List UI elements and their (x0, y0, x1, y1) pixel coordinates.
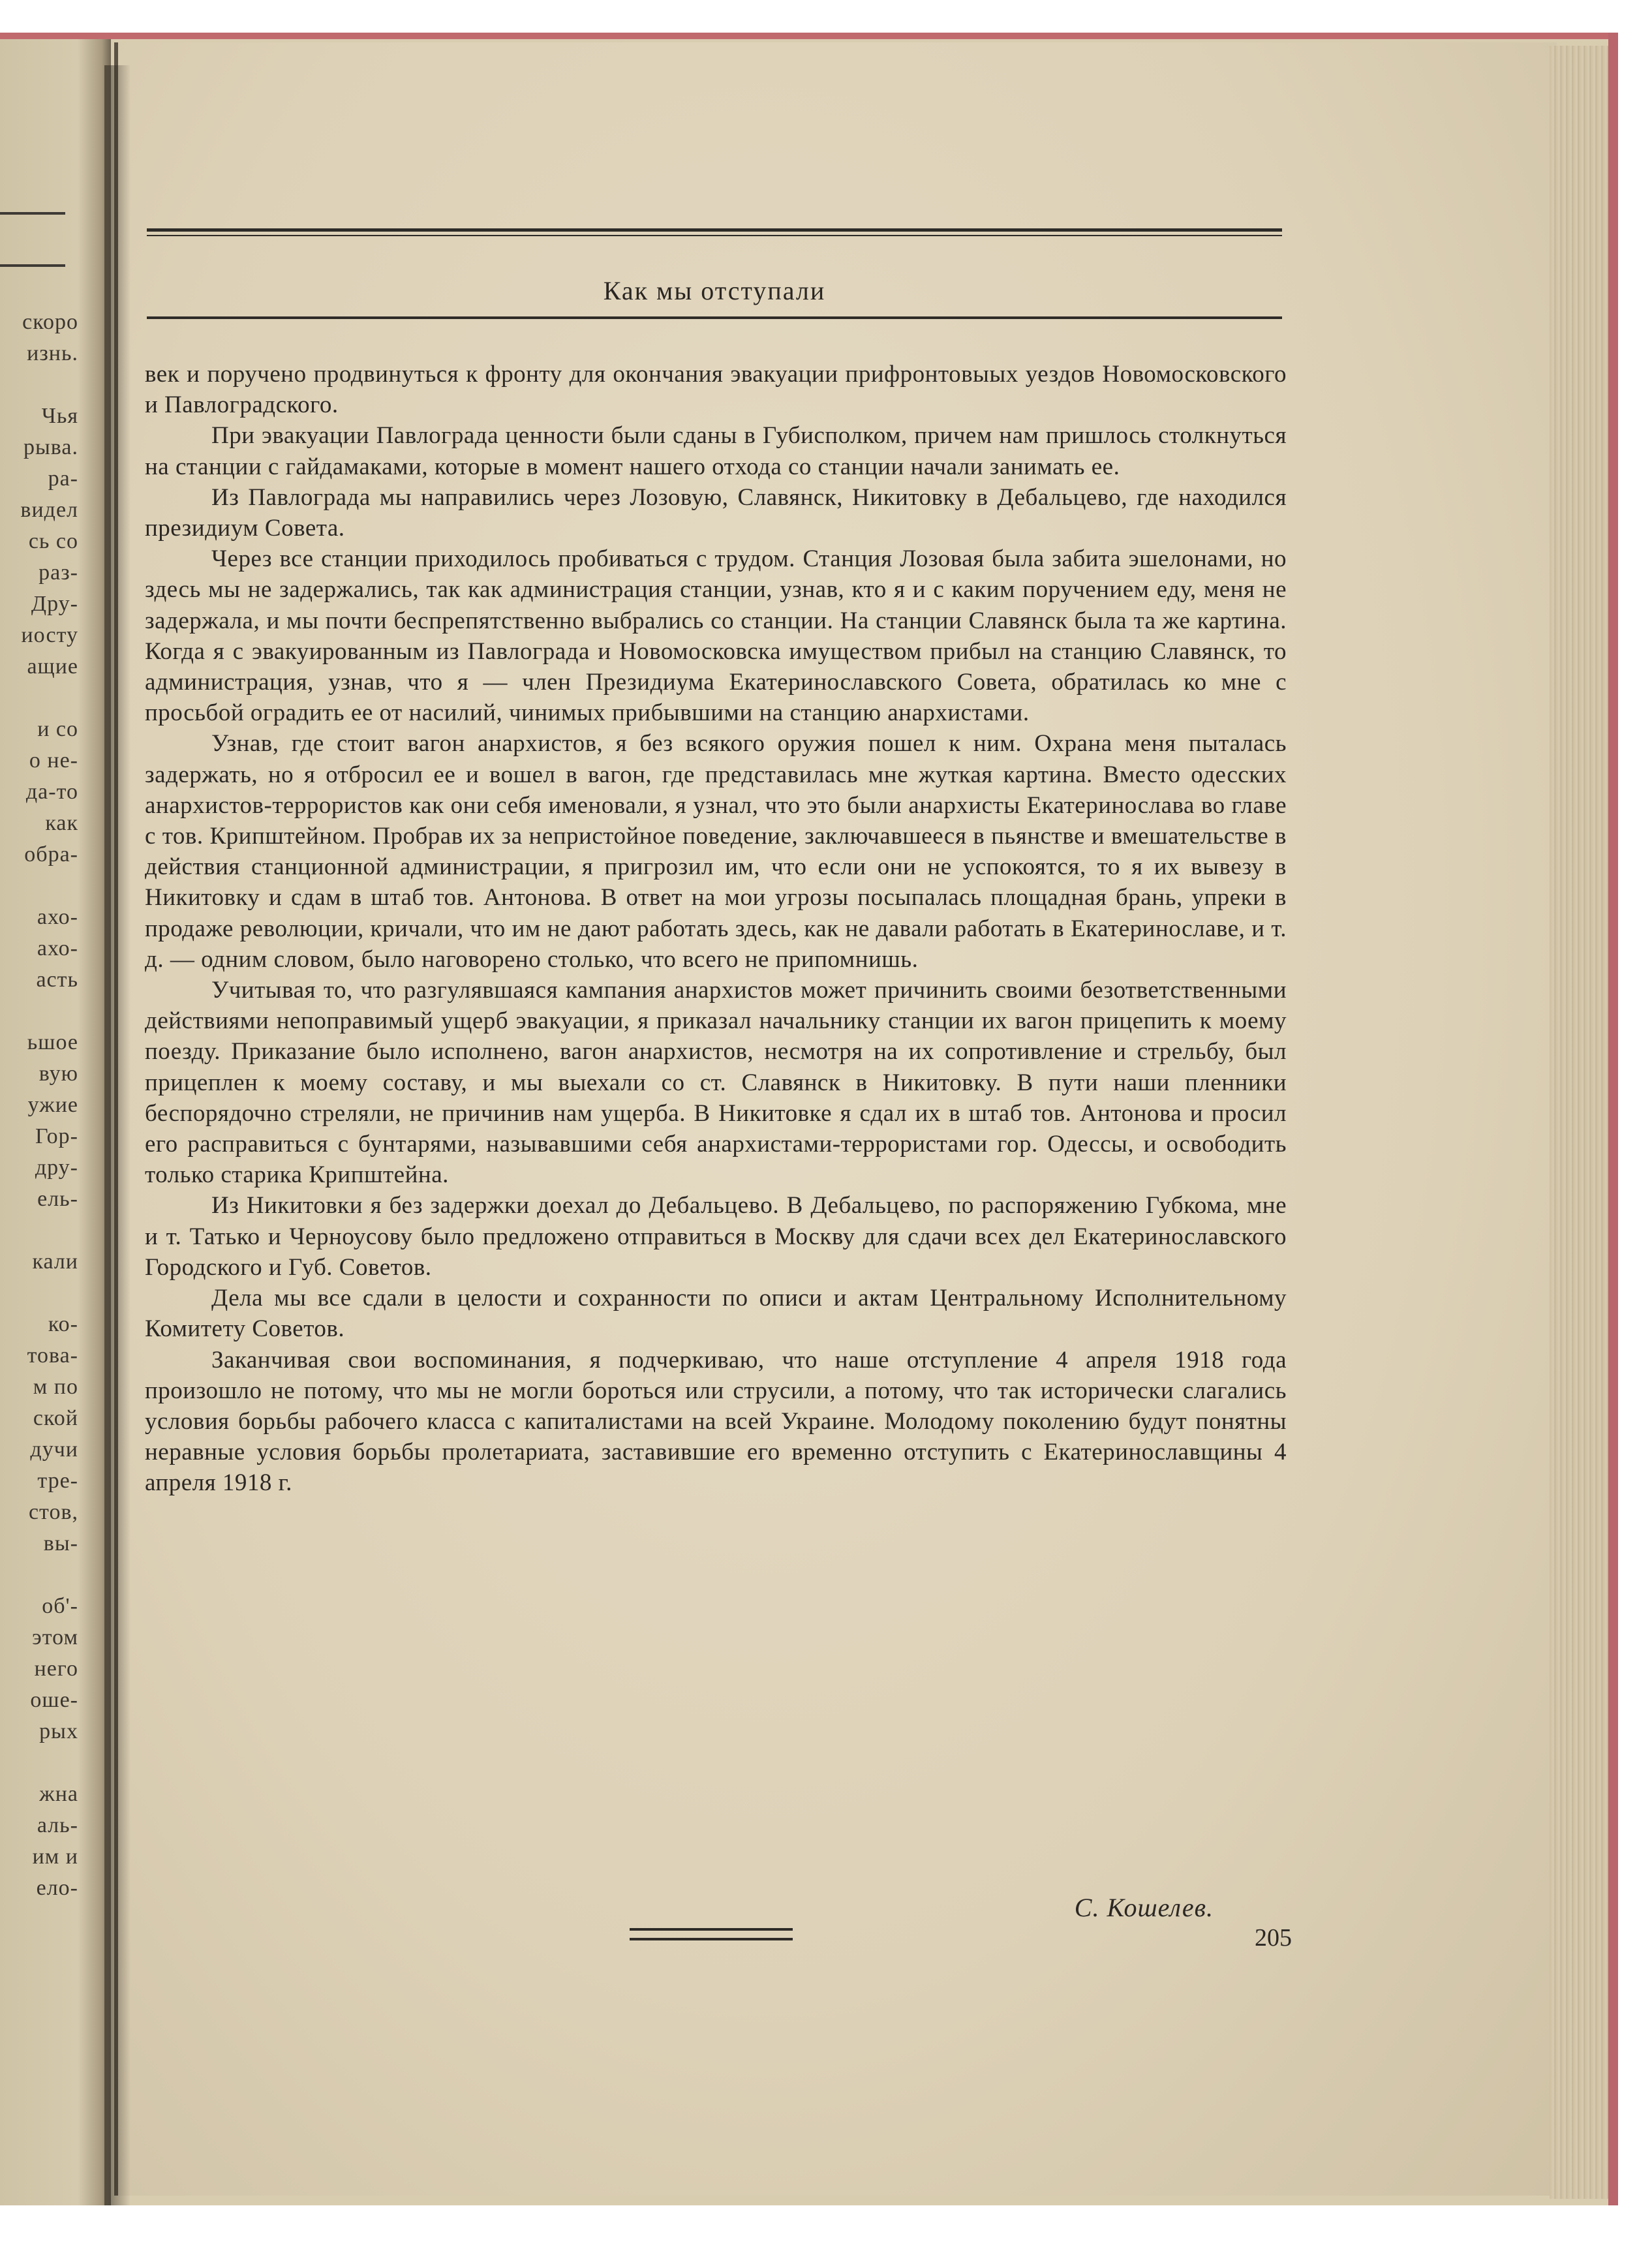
previous-page-line: Дру- (31, 592, 78, 616)
previous-page-line: рыва. (23, 435, 78, 459)
previous-page-line: как (45, 811, 78, 835)
previous-page-line: ужие (27, 1093, 78, 1117)
previous-page-line (0, 1747, 78, 1779)
previous-page-line: сь со (28, 529, 78, 553)
previous-page-line: ащие (27, 654, 78, 679)
previous-page-line: да-то (25, 780, 78, 804)
previous-page-line: жна (39, 1782, 78, 1806)
running-head: Как мы отступали (603, 276, 826, 305)
previous-page-line: аль- (37, 1813, 78, 1837)
previous-page-line: этом (32, 1625, 78, 1649)
previous-page-line: ра- (48, 467, 78, 491)
cover-edge-top (0, 33, 1618, 39)
page-block-edge (1550, 46, 1608, 2199)
previous-page-line: им и (32, 1845, 78, 1869)
previous-page-line (0, 1278, 78, 1309)
header-rule-under (147, 316, 1282, 319)
previous-page-line: тре- (37, 1469, 78, 1493)
paragraph: Учитывая то, что разгулявшаяся кампания анархистов может причинить своими безответственными действиями непоправимый ущерб эвакуации, я приказал начальнику станции их вагон прицепить к моему поезду. Приказание было исполнено, вагон анархистов, несмотря на их сопротивление и стрельбу, был прицеплен к моему составу, и мы выехали со ст. Славянск в Никитовку. В пути наши пленники беспорядочно стреляли, не причинив нам ущерба. В Никитовке я сдал их в штаб тов. Антонова и просил его расправиться с бунтарями, называвшими себя анархистами-террористами гор. Одессы, и освободить только старика Крипштейна. (145, 977, 1287, 1189)
previous-page-line (0, 682, 78, 714)
previous-page-line: това- (27, 1343, 78, 1368)
paragraph: Через все станции приходилось пробиваться с трудом. Станция Лозовая была забита эшелонами, но здесь мы не задержались, так как администрация станции, узнав, кто я и с каким поручением еду, меня не задержала, и мы почти беспрепятственно выбрались со станции. На станции Славянск была та же картина. Когда я с эвакуированным из Павлограда и Новомосковска имуществом прибыл на станцию Славянск, то администрация, узнав, что я — член Президиума Екатеринославского Совета, обратилась ко мне с просьбой оградить ее от насилий, чинимых прибывшими на станцию анархистами. (145, 545, 1287, 727)
scanned-book-spread (0, 33, 1618, 2205)
previous-page-line: дучи (30, 1437, 78, 1462)
header-rule-thin (147, 235, 1282, 236)
previous-page-line: скоро (22, 310, 78, 334)
previous-page-line: ело- (36, 1876, 78, 1900)
previous-page-line: стов, (28, 1500, 78, 1524)
article-body (145, 359, 1287, 1499)
previous-page-line: ель- (37, 1187, 78, 1211)
author-signature: С. Кошелев. (1074, 1893, 1214, 1922)
paragraph: Узнав, где стоит вагон анархистов, я без всякого оружия пошел к ним. Охрана меня пыталась задержать, но я отбросил ее и вошел в вагон, где представилась мне жуткая картина. Вместо одесских анархистов-террористов как они себя именовали, я узнал, что это были анархисты Екатеринослава во главе с тов. Крипштейном. Пробрав их за непристойное поведение, заключавшееся в пьянстве и вмешательстве в действия станционной администрации, я пригрозил им, что если они не успокоятся, то я их вывезу в Никитовку и сдам в штаб тов. Антонова. В ответ на мои угрозы посыпалась площадная брань, упреки в продаже революции, кричали, что им не дают работать здесь, как не давали работать в Екатеринославе, и т. д. — одним словом, было наговорено столько, что всего не припомнишь. (145, 730, 1287, 973)
previous-page-line: ахо- (37, 905, 78, 929)
previous-page-line: видел (20, 498, 78, 522)
paragraph: Заканчивая свои воспоминания, я подчеркиваю, что наше отступление 4 апреля 1918 года произошло не потому, что мы не могли бороться или струсили, а потому, что так исторически слагались условия борьбы рабочего класса с капиталистами на всей Украине. Молодому поколению будут понятны неравные условия борьбы пролетариата, заставившие его временно отступить с Екатеринославщины 4 апреля 1918 г. (145, 1346, 1287, 1497)
previous-page-line: ко- (48, 1312, 78, 1336)
previous-page-line: ской (33, 1406, 78, 1430)
previous-page-line: и со (37, 717, 78, 741)
previous-page-line: изнь. (27, 341, 78, 365)
previous-page-line: ьшое (27, 1030, 78, 1054)
previous-page-line: рых (39, 1719, 78, 1743)
end-rule-bottom (630, 1938, 793, 1940)
previous-page-line: раз- (38, 560, 78, 585)
paragraph: Из Павлограда мы направились через Лозовую, Славянск, Никитовку в Дебальцево, где находился президиум Совета. (145, 483, 1287, 542)
previous-page-line: Гор- (35, 1124, 78, 1148)
previous-page-line: обра- (24, 842, 78, 866)
paragraph: Из Никитовки я без задержки доехал до Дебальцево. В Дебальцево, по распоряжению Губкома, мне и т. Татько и Черноусову было предложено отправиться в Москву для сдачи всех дел Екатеринославского Городского и Губ. Советов. (145, 1192, 1287, 1281)
previous-page-line (0, 1559, 78, 1591)
previous-page-line: дру- (35, 1156, 78, 1180)
previous-page-line: ахо- (37, 936, 78, 960)
paragraph: При эвакуации Павлограда ценности были сданы в Губисполком, причем нам пришлось столкнуться на станции с гайдамаками, которые в момент нашего отхода со станции начали занимать ее. (145, 422, 1287, 480)
previous-page-line: о не- (29, 748, 78, 773)
previous-page-line: вую (38, 1062, 78, 1086)
header-rule-thick (147, 228, 1282, 232)
previous-page-line: оше- (30, 1688, 78, 1712)
page-number: 205 (1255, 1924, 1292, 1952)
paragraph: век и поручено продвинуться к фронту для окончания эвакуации прифронтовыых уездов Новомосковского и Павлоградского. (145, 361, 1287, 419)
previous-page-line: него (34, 1657, 78, 1681)
previous-page-line (0, 1215, 78, 1246)
previous-page-line: вы- (43, 1531, 78, 1556)
previous-page-line: кали (32, 1249, 78, 1274)
end-rule-top (630, 1928, 793, 1931)
previous-page-line (0, 369, 78, 401)
previous-page-text-fragments (0, 307, 78, 1904)
previous-page-rule-bottom (0, 264, 65, 267)
previous-page-line: Чья (41, 404, 78, 428)
paragraph: Дела мы все сдали в целости и сохранности по описи и актам Центральному Исполнительному Комитету Советов. (145, 1285, 1287, 1343)
cover-edge-right (1608, 33, 1618, 2205)
previous-page-line: иосту (21, 623, 78, 647)
previous-page-edge (0, 33, 111, 2205)
previous-page-line (0, 870, 78, 902)
previous-page-line: асть (36, 968, 78, 992)
previous-page-rule-top (0, 212, 65, 215)
previous-page-line (0, 996, 78, 1027)
previous-page-line: об'- (42, 1594, 78, 1618)
previous-page-line: м по (33, 1375, 78, 1399)
gutter-shadow (104, 65, 130, 2205)
